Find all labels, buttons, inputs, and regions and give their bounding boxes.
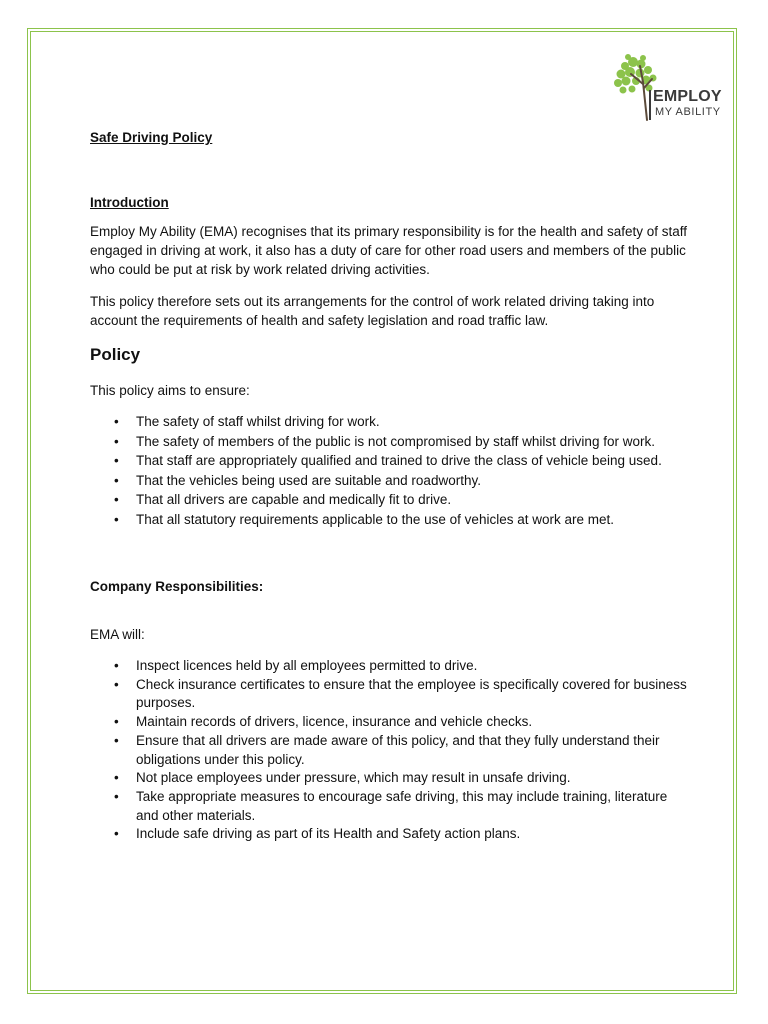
logo-word-my-ability: MY ABILITY — [655, 106, 721, 118]
list-item: • Inspect licences held by all employees permitted to drive. — [90, 657, 690, 676]
introduction-heading: Introduction — [90, 195, 169, 210]
list-item: • That staff are appropriately qualified and trained to drive the class of vehicle being used. — [90, 451, 690, 471]
company-responsibilities-list — [90, 657, 690, 844]
list-item: • The safety of members of the public is not compromised by staff whilst driving for work. — [90, 432, 690, 452]
employ-my-ability-logo — [613, 52, 729, 124]
list-item: • Ensure that all drivers are made aware of this policy, and that they fully understand their obligations under this policy. — [90, 732, 690, 769]
list-item: • That all statutory requirements applicable to the use of vehicles at work are met. — [90, 510, 690, 530]
list-item: • Check insurance certificates to ensure that the employee is specifically covered for business purposes. — [90, 676, 690, 713]
list-item: • That all drivers are capable and medically fit to drive. — [90, 490, 690, 510]
policy-list — [90, 412, 690, 529]
introduction-paragraph-1: Employ My Ability (EMA) recognises that its primary responsibility is for the health and safety of staff engaged in driving at work, it also has a duty of care for other road users and members of the public who could be put at risk by work related driving activities. — [90, 224, 687, 277]
introduction-paragraph-2: This policy therefore sets out its arrangements for the control of work related driving taking into account the requirements of health and safety legislation and road traffic law. — [90, 294, 655, 328]
logo-word-employ: EMPLOY — [653, 88, 722, 105]
document-title: Safe Driving Policy — [90, 130, 213, 145]
list-item: • That the vehicles being used are suitable and roadworthy. — [90, 471, 690, 491]
list-item: • Take appropriate measures to encourage safe driving, this may include training, literature and other materials. — [90, 788, 690, 825]
list-item: • Maintain records of drivers, licence, insurance and vehicle checks. — [90, 713, 690, 732]
company-responsibilities-heading: Company Responsibilities: — [90, 579, 264, 594]
company-intro: EMA will: — [90, 627, 145, 642]
list-item: • Include safe driving as part of its Health and Safety action plans. — [90, 825, 690, 844]
policy-intro: This policy aims to ensure: — [90, 383, 250, 398]
list-item: • The safety of staff whilst driving for work. — [90, 412, 690, 432]
policy-heading: Policy — [90, 345, 141, 364]
list-item: • Not place employees under pressure, which may result in unsafe driving. — [90, 769, 690, 788]
